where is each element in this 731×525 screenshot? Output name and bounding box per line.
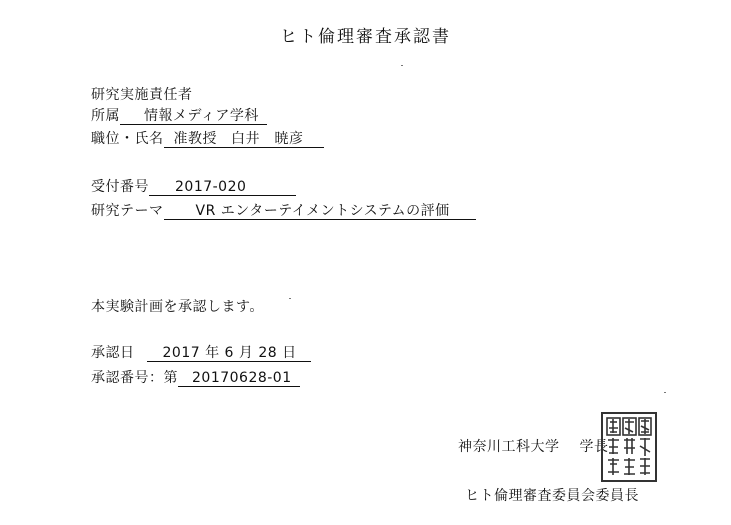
name-value: 白井 暁彦 bbox=[231, 131, 304, 147]
position-name-value bbox=[164, 131, 324, 148]
approval-statement: 本実験計画を承認します。 bbox=[91, 299, 264, 315]
affiliation-value: 情報メディア学科 bbox=[120, 108, 267, 125]
position-value: 准教授 bbox=[173, 131, 217, 147]
scan-speck bbox=[664, 392, 666, 393]
affiliation-row bbox=[91, 107, 267, 125]
affiliation-label: 所属 bbox=[91, 108, 120, 124]
signatory-row bbox=[458, 438, 609, 456]
official-seal bbox=[601, 412, 657, 482]
approval-number-label: 承認番号：第 bbox=[91, 370, 178, 386]
reception-number: 2017-020 bbox=[149, 179, 296, 196]
position-name-row bbox=[91, 130, 324, 148]
university-name: 神奈川工科大学 bbox=[458, 439, 560, 455]
approval-date-row bbox=[91, 344, 311, 362]
reception-label: 受付番号 bbox=[91, 179, 149, 195]
scan-speck bbox=[401, 65, 403, 66]
theme-row bbox=[91, 202, 476, 220]
reception-row bbox=[91, 178, 296, 196]
approval-number-row bbox=[91, 369, 300, 387]
scan-speck bbox=[289, 298, 291, 299]
committee-chair-title: ヒト倫理審査委員会委員長 bbox=[465, 488, 639, 504]
theme-label: 研究テーマ bbox=[91, 203, 164, 219]
approval-date-label: 承認日 bbox=[91, 345, 135, 361]
signatory-role: 学長 bbox=[579, 439, 609, 455]
approval-date-value: 2017 年 6 月 28 日 bbox=[147, 345, 311, 362]
seal-glyphs-icon bbox=[603, 414, 655, 480]
approval-number-value: 20170628-01 bbox=[178, 370, 300, 387]
document-title: ヒト倫理審査承認書 bbox=[280, 27, 451, 47]
applicant-heading: 研究実施責任者 bbox=[91, 87, 193, 103]
theme-value: VR エンターテイメントシステムの評価 bbox=[164, 203, 476, 220]
position-name-label: 職位・氏名 bbox=[91, 131, 164, 147]
